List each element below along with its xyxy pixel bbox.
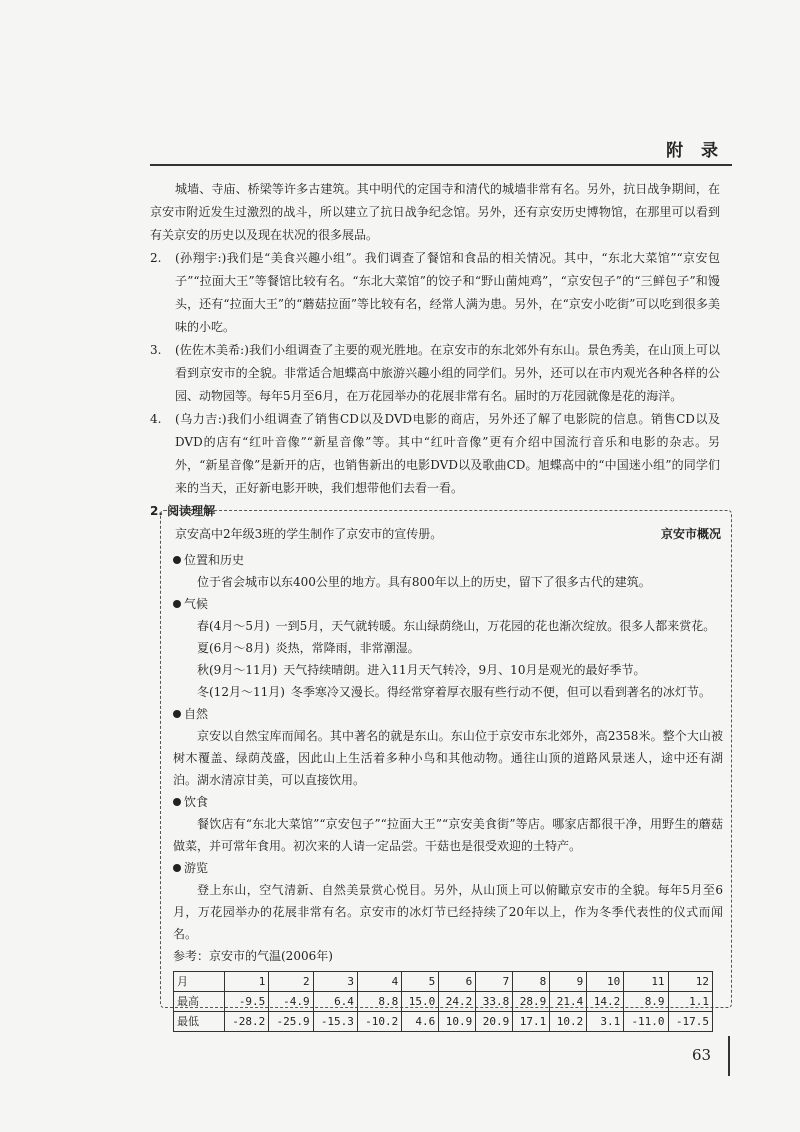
- table-cell: 20.9: [476, 1012, 513, 1032]
- table-cell: 15.0: [402, 992, 439, 1012]
- food-heading: 饮食: [173, 791, 723, 813]
- brochure-title: 京安市概况: [660, 527, 721, 541]
- table-header-cell: 5: [402, 972, 439, 992]
- climate-heading: 气候: [173, 593, 723, 615]
- table-cell: 6.4: [313, 992, 357, 1012]
- table-header-cell: 10: [587, 972, 624, 992]
- list-item: [150, 339, 720, 408]
- season-text: 冬季寒冷又漫长。得经常穿着厚衣服有些行动不便，但可以看到著名的冰灯节。: [290, 685, 711, 699]
- list-number: 4.: [150, 412, 162, 426]
- table-cell: 21.4: [550, 992, 587, 1012]
- table-header-row: [174, 972, 713, 992]
- season-row: [173, 615, 723, 637]
- food-text: 餐饮店有“东北大菜馆”“京安包子”“拉面大王”“京安美食街”等店。哪家店都很干净，用野生的蘑菇做菜，并可常年食用。初次来的人请一定品尝。干菇也是很受欢迎的土特产。: [173, 817, 723, 853]
- season-label: 春(4月～5月): [197, 619, 270, 633]
- table-cell: 14.2: [587, 992, 624, 1012]
- bullet-icon: [173, 710, 181, 718]
- brochure-box: [160, 510, 732, 1028]
- table-cell: 10.9: [439, 1012, 476, 1032]
- table-cell: 8.9: [624, 992, 668, 1012]
- season-row: [173, 659, 723, 681]
- table-row: [174, 992, 713, 1012]
- bullet-icon: [173, 600, 181, 608]
- table-cell: 8.8: [357, 992, 401, 1012]
- header-rule: [150, 164, 732, 166]
- list-number: 3.: [150, 343, 162, 357]
- table-header-cell: 4: [357, 972, 401, 992]
- table-header-cell: 7: [476, 972, 513, 992]
- body-text: [150, 178, 720, 546]
- table-header-cell: 1: [225, 972, 269, 992]
- season-text: 天气持续晴朗。进入11月天气转冷，9月、10月是观光的最好季节。: [283, 663, 646, 677]
- bullet-icon: [173, 798, 181, 806]
- season-row: [173, 637, 723, 659]
- list-item: [150, 408, 720, 500]
- list-text: (佐佐木美希:)我们小组调查了主要的观光胜地。在京安市的东北郊外有东山。景色秀美，在山顶上可以看到京安市的全貌。非常适合旭蝶高中旅游兴趣小组的同学们。另外，还可以在市内观光各种各样的公园、动物园等。每年5月至6月，在万花园举办的花展非常有名。届时的万花园就像是花的海洋。: [175, 343, 720, 403]
- table-row-label: 最低: [174, 1012, 225, 1032]
- nature-text: 京安以自然宝库而闻名。其中著名的就是东山。东山位于京安市东北郊外，高2358米。整个大山被树木覆盖、绿荫茂盛，因此山上生活着多种小鸟和其他动物。通往山顶的道路风景迷人，途中还有湖泊。湖水清凉甘美，可以直接饮用。: [173, 729, 723, 787]
- section-intro: 京安高中2年级3班的学生制作了京安市的宣传册。: [175, 527, 443, 541]
- tour-text: 登上东山，空气清新、自然美景赏心悦目。另外，从山顶上可以俯瞰京安市的全貌。每年5月至6月，万花园举办的花展非常有名。京安市的冰灯节已经持续了20年以上，作为冬季代表性的仪式而闻名。: [173, 883, 723, 941]
- page-number: 63: [692, 1046, 712, 1064]
- season-row: [173, 681, 723, 703]
- bullet-icon: [173, 864, 181, 872]
- table-header-cell: 3: [313, 972, 357, 992]
- bullet-icon: [173, 556, 181, 564]
- table-header-cell: 6: [439, 972, 476, 992]
- table-cell: 4.6: [402, 1012, 439, 1032]
- temperature-table: [173, 971, 713, 1032]
- reference-caption: 参考：京安市的气温(2006年): [173, 949, 333, 963]
- page-number-rule: [728, 1036, 730, 1076]
- table-cell: -28.2: [225, 1012, 269, 1032]
- list-number: 2.: [150, 251, 162, 265]
- table-cell: 24.2: [439, 992, 476, 1012]
- table-cell: 33.8: [476, 992, 513, 1012]
- table-cell: -25.9: [269, 1012, 313, 1032]
- season-label: 冬(12月～11月): [197, 685, 285, 699]
- table-header-cell: 11: [624, 972, 668, 992]
- season-label: 夏(6月～8月): [197, 641, 270, 655]
- table-cell: 10.2: [550, 1012, 587, 1032]
- table-cell: 3.1: [587, 1012, 624, 1032]
- table-header-cell: 8: [513, 972, 550, 992]
- list-item: [150, 247, 720, 339]
- table-cell: -4.9: [269, 992, 313, 1012]
- table-row-label: 最高: [174, 992, 225, 1012]
- table-cell: 17.1: [513, 1012, 550, 1032]
- list-text: (乌力吉:)我们小组调查了销售CD以及DVD电影的商店，另外还了解了电影院的信息。销售CD以及DVD的店有“红叶音像”“新星音像”等。其中“红叶音像”更有介绍中国流行音乐和电影的杂志。另外，“新星音像”是新开的店，也销售新出的电影DVD以及歌曲CD。旭蝶高中的“中国迷小组”的同学们来的当天，正好新电影开映，我们想带他们去看一看。: [175, 412, 720, 495]
- table-cell: -17.5: [668, 1012, 712, 1032]
- table-header-cell: 月: [174, 972, 225, 992]
- nature-heading: 自然: [173, 703, 723, 725]
- table-cell: -10.2: [357, 1012, 401, 1032]
- table-row: [174, 1012, 713, 1032]
- location-heading: 位置和历史: [173, 549, 723, 571]
- table-cell: 28.9: [513, 992, 550, 1012]
- table-cell: -9.5: [225, 992, 269, 1012]
- tour-heading: 游览: [173, 857, 723, 879]
- table-header-cell: 2: [269, 972, 313, 992]
- section-heading: 2. 阅读理解: [150, 504, 216, 518]
- table-header-cell: 9: [550, 972, 587, 992]
- table-header-cell: 12: [668, 972, 712, 992]
- season-text: 一到5月，天气就转暖。东山绿荫绕山，万花园的花也渐次绽放。很多人都来赏花。: [275, 619, 716, 633]
- season-text: 炎热，常降雨，非常潮湿。: [275, 641, 420, 655]
- header-title: 附 录: [666, 141, 724, 161]
- table-cell: -11.0: [624, 1012, 668, 1032]
- season-label: 秋(9月～11月): [197, 663, 278, 677]
- table-cell: -15.3: [313, 1012, 357, 1032]
- list-text: (孙翔宇:)我们是“美食兴趣小组”。我们调查了餐馆和食品的相关情况。其中，“东北大菜馆”“京安包子”“拉面大王”等餐馆比较有名。“东北大菜馆”的饺子和“野山菌炖鸡”，“京安包子”的“三鲜包子”和馒头，还有“拉面大王”的“蘑菇拉面”等比较有名，经常人满为患。另外，在“京安小吃街”可以吃到很多美味的小吃。: [175, 251, 720, 334]
- location-text: 位于省会城市以东400公里的地方。具有800年以上的历史，留下了很多古代的建筑。: [197, 575, 651, 589]
- table-cell: 1.1: [668, 992, 712, 1012]
- intro-paragraph: 城墙、寺庙、桥梁等许多古建筑。其中明代的定国寺和清代的城墙非常有名。另外，抗日战争期间，在京安市附近发生过激烈的战斗，所以建立了抗日战争纪念馆。另外，还有京安历史博物馆，在那里可以看到有关京安的历史以及现在状况的很多展品。: [150, 182, 720, 242]
